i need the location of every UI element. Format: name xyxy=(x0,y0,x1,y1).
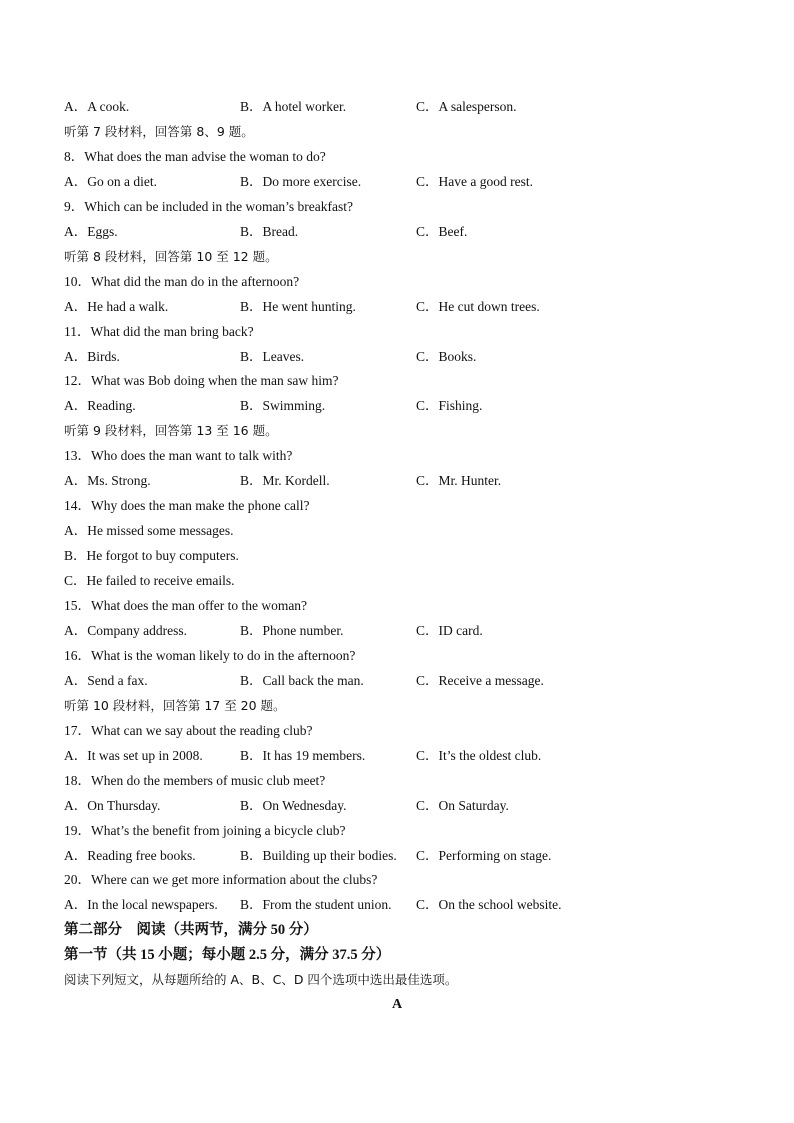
option-b: B．It has 19 members. xyxy=(240,747,366,763)
question-text: 17．What can we say about the reading club? xyxy=(64,722,313,738)
option-b: B．A hotel worker. xyxy=(240,99,347,114)
question-text: 18．When do the members of music club meet? xyxy=(64,772,326,788)
instruction-text: 听第 9 段材料，回答第 13 至 16 题。 xyxy=(64,423,278,439)
option-c: C．On Saturday. xyxy=(416,797,509,813)
option-c: C．Beef. xyxy=(416,223,468,239)
question-text: 9．Which can be included in the woman’s breakfast? xyxy=(64,198,354,214)
option-a: A．In the local newspapers. xyxy=(64,897,218,913)
instruction-text: 听第 10 段材料，回答第 17 至 20 题。 xyxy=(64,697,286,713)
question-text: 8．What does the man advise the woman to do? xyxy=(64,148,326,164)
option-c: C．A salesperson. xyxy=(416,99,517,114)
instruction-text: 听第 8 段材料，回答第 10 至 12 题。 xyxy=(64,248,278,264)
option-a: A．A cook. xyxy=(64,99,130,114)
option-c: C．Receive a message. xyxy=(416,672,544,688)
option-b: B．From the student union. xyxy=(240,897,392,913)
question-text: 14．Why does the man make the phone call? xyxy=(64,498,310,514)
option-c: C．Have a good rest. xyxy=(416,173,533,189)
option-a: A．Company address. xyxy=(64,622,187,638)
option-c: C．Books. xyxy=(416,348,477,364)
option-c: C．On the school website. xyxy=(416,897,562,913)
option-b: B．Building up their bodies. xyxy=(240,847,397,863)
option-a: A．Go on a diet. xyxy=(64,173,157,189)
question-text: 11．What did the man bring back? xyxy=(64,323,254,339)
option-c: C．Mr. Hunter. xyxy=(416,473,502,489)
option-a: A．He had a walk. xyxy=(64,298,169,314)
option-a: A．It was set up in 2008. xyxy=(64,747,203,763)
option-a: A．Send a fax. xyxy=(64,672,148,688)
question-text: 12．What was Bob doing when the man saw him? xyxy=(64,373,339,389)
question-text: 15．What does the man offer to the woman? xyxy=(64,598,308,613)
option-a: A．Eggs. xyxy=(64,223,118,239)
question-text: A．He missed some messages. xyxy=(64,523,234,539)
option-c: C．ID card. xyxy=(416,622,483,638)
question-text: 19．What’s the benefit from joining a bicycle club? xyxy=(64,822,346,838)
question-text: 10．What did the man do in the afternoon? xyxy=(64,273,300,289)
question-text: 16．What is the woman likely to do in the afternoon? xyxy=(64,647,356,663)
option-c: C．It’s the oldest club. xyxy=(416,747,542,763)
option-a: A．Birds. xyxy=(64,348,120,364)
option-c: C．He cut down trees. xyxy=(416,298,540,314)
option-b: B．Swimming. xyxy=(240,398,326,414)
option-c: C．Performing on stage. xyxy=(416,847,552,863)
question-text: C．He failed to receive emails. xyxy=(64,573,235,588)
option-b: B．Do more exercise. xyxy=(240,173,362,189)
question-text: B．He forgot to buy computers. xyxy=(64,548,239,564)
question-text: 20．Where can we get more information about the clubs? xyxy=(64,872,378,888)
option-b: B．Leaves. xyxy=(240,348,305,364)
instruction-text: 阅读下列短文，从每题所给的 A、B、C、D 四个选项中选出最佳选项。 xyxy=(64,972,458,988)
option-b: B．Call back the man. xyxy=(240,672,364,688)
section-heading: 第二部分 阅读（共两节，满分 50 分） xyxy=(64,922,318,939)
option-c: C．Fishing. xyxy=(416,398,483,414)
option-b: B．Mr. Kordell. xyxy=(240,473,330,489)
instruction-text: 听第 7 段材料，回答第 8、9 题。 xyxy=(64,124,254,139)
option-a: A．Reading free books. xyxy=(64,847,196,863)
option-a: A．On Thursday. xyxy=(64,797,161,813)
option-b: B．On Wednesday. xyxy=(240,797,347,813)
option-a: A．Ms. Strong. xyxy=(64,473,151,489)
option-b: B．Bread. xyxy=(240,223,299,239)
passage-label: A xyxy=(391,997,403,1013)
option-a: A．Reading. xyxy=(64,398,136,414)
question-text: 13．Who does the man want to talk with? xyxy=(64,448,293,464)
option-b: B．He went hunting. xyxy=(240,298,356,314)
option-b: B．Phone number. xyxy=(240,622,344,638)
section-heading: 第一节（共 15 小题；每小题 2.5 分，满分 37.5 分） xyxy=(64,947,391,964)
